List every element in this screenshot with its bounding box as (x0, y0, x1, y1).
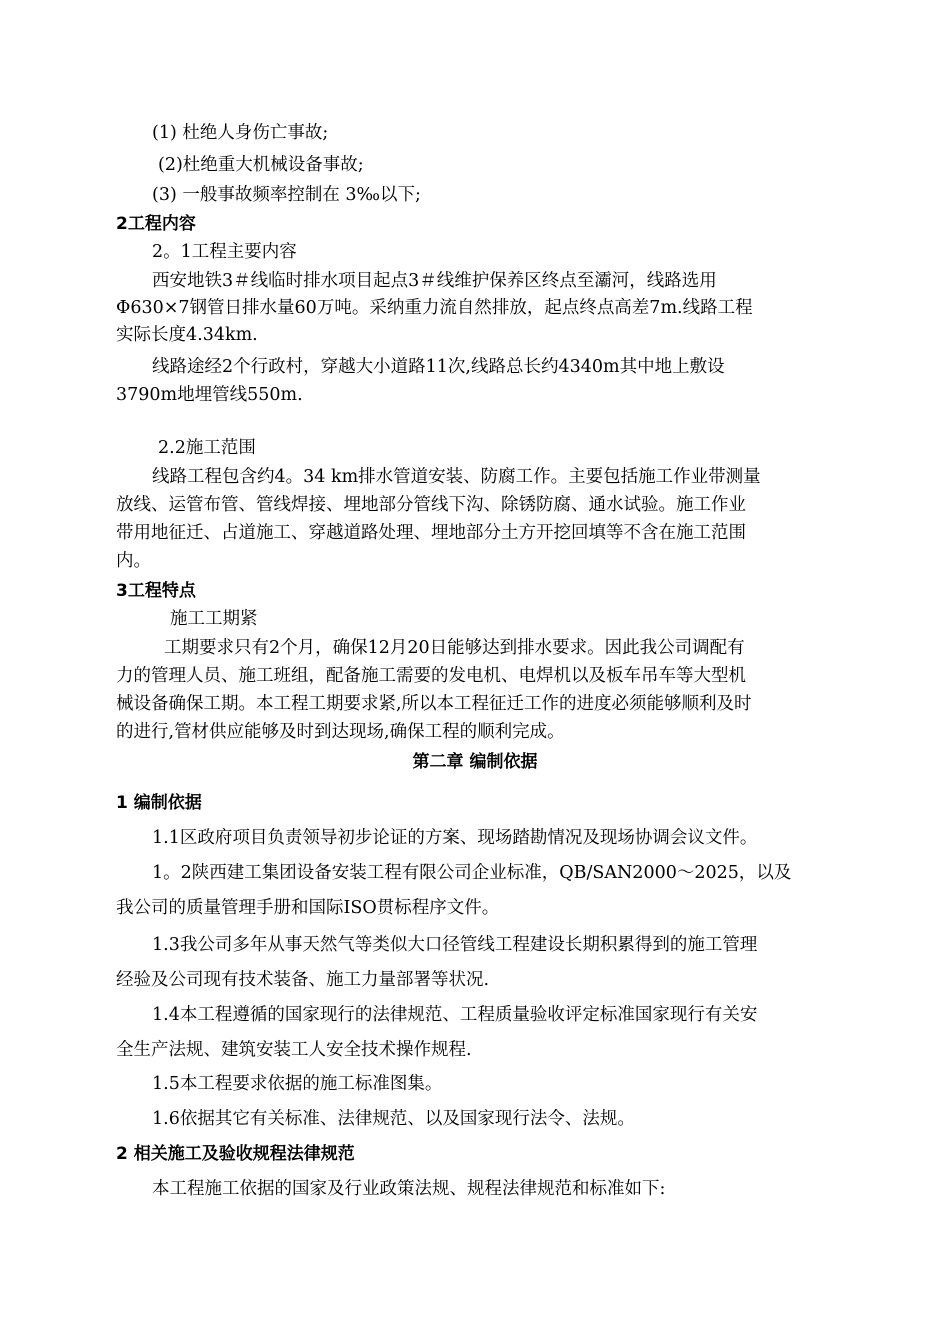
section-heading-2: 2工程内容 (116, 214, 196, 234)
paragraph-line: 实际长度4.34km. (116, 325, 258, 345)
basis-item-3-cont: 经验及公司现有技术装备、施工力量部署等状况. (116, 970, 490, 990)
basis-item-4-cont: 全生产法规、建筑安装工人安全技术操作规程. (116, 1040, 472, 1060)
paragraph-line: Φ630×7钢管日排水量60万吨。采纳重力流自然排放，起点终点高差7m.线路工程 (116, 298, 753, 318)
section-heading-basis: 1 编制依据 (116, 793, 202, 813)
basis-item-5: 1.5本工程要求依据的施工标准图集。 (152, 1074, 443, 1094)
section-heading-3: 3工程特点 (116, 581, 196, 601)
basis-item-6: 1.6依据其它有关标准、法律规范、以及国家现行法令、法规。 (152, 1109, 635, 1129)
paragraph-line: 本工程施工依据的国家及行业政策法规、规程法律规范和标准如下: (152, 1179, 666, 1199)
subsection-heading-2-2: 2.2施工范围 (158, 438, 256, 458)
subsection-heading-3: 施工工期紧 (170, 609, 258, 629)
paragraph-line: 内。 (116, 551, 151, 571)
paragraph-line: 带用地征迁、占道施工、穿越道路处理、埋地部分土方开挖回填等不含在施工范围 (116, 523, 746, 543)
paragraph-line: 的进行,管材供应能够及时到达现场,确保工程的顺利完成。 (116, 722, 565, 742)
goal-item-2: (2)杜绝重大机械设备事故; (158, 155, 364, 175)
paragraph-line: 线路工程包含约4。34 km排水管道安装、防腐工作。主要包括施工作业带测量 (152, 467, 761, 487)
basis-item-2-cont: 我公司的质量管理手册和国际ISO贯标程序文件。 (116, 898, 500, 918)
basis-item-4: 1.4本工程遵循的国家现行的法律规范、工程质量验收评定标准国家现行有关安 (152, 1005, 758, 1025)
basis-item-3: 1.3我公司多年从事天然气等类似大口径管线工程建设长期积累得到的施工管理 (152, 935, 758, 955)
paragraph-line: 放线、运管布管、管线焊接、埋地部分管线下沟、除锈防腐、通水试验。施工作业 (116, 495, 746, 515)
goal-item-3: (3) 一般事故频率控制在 3‰以下; (152, 185, 421, 205)
section-heading-regulations: 2 相关施工及验收规程法律规范 (116, 1144, 355, 1164)
paragraph-line: 西安地铁3＃线临时排水项目起点3＃线维护保养区终点至灞河，线路选用 (152, 271, 717, 291)
basis-item-1: 1.1区政府项目负责领导初步论证的方案、现场踏勘情况及现场协调会议文件。 (152, 828, 758, 848)
paragraph-line: 3790m地埋管线550m. (116, 385, 303, 405)
paragraph-line: 力的管理人员、施工班组，配备施工需要的发电机、电焊机以及板车吊车等大型机 (116, 666, 746, 686)
goal-item-1: (1) 杜绝人身伤亡事故; (152, 123, 329, 143)
chapter-title: 第二章 编制依据 (412, 752, 538, 772)
paragraph-line: 械设备确保工期。本工程工期要求紧,所以本工程征迁工作的进度必须能够顺利及时 (116, 694, 752, 714)
paragraph-line: 线路途经2个行政村，穿越大小道路11次,线路总长约4340m其中地上敷设 (152, 357, 725, 377)
subsection-heading-2-1: 2。1工程主要内容 (152, 242, 297, 262)
basis-item-2: 1。2陕西建工集团设备安装工程有限公司企业标准，QB/SAN2000～2025，以及 (152, 863, 792, 883)
paragraph-line: 工期要求只有2个月，确保12月20日能够达到排水要求。因此我公司调配有 (164, 638, 745, 658)
